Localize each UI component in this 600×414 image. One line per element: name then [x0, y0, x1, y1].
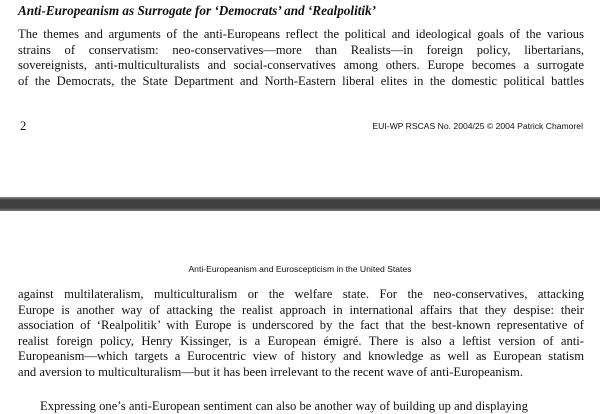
paragraph-line: strains of conservatism: neo-conservatives—more than Realists—in foreign policy, libertarians, [18, 42, 584, 57]
page-separator [0, 197, 600, 211]
paragraph-line: The themes and arguments of the anti-Europeans reflect the political and ideological goals of the various [18, 27, 584, 41]
page-number: 2 [20, 119, 27, 133]
body-paragraph [18, 287, 584, 381]
paragraph-line: Europeanism—which targets a Eurocentric view of history and knowledge as well as European statism [18, 349, 584, 364]
paragraph-line: and aversion to multiculturalism—but it has been irrelevant to the recent wave of anti-Europeanism. [18, 364, 523, 379]
paragraph-line: of the Democrats, the State Department and North-Eastern liberal elites in the domestic political battles [18, 73, 584, 88]
footer-citation: EUI-WP RSCAS No. 2004/25 © 2004 Patrick Chamorel [372, 121, 583, 131]
section-heading: Anti-Europeanism as Surrogate for ‘Democrats’ and ‘Realpolitik’ [18, 3, 377, 18]
paragraph-line: sovereignists, anti-multiculturalists and social-conservatives among others. Europe becomes a surrogate [18, 58, 584, 73]
paragraph-line-cut-off: Expressing one’s anti-European sentiment can also be another way of building up and displaying [40, 399, 528, 413]
paragraph-line: Europe is another way of attacking the realist approach in international affairs that they despise: their [18, 302, 584, 317]
document-page-top [0, 0, 600, 197]
document-page-bottom [0, 211, 600, 413]
running-header: Anti-Europeanism and Euroscepticism in the United States [188, 264, 412, 274]
paragraph-line: association of ‘Realpolitik’ with Europe is underscored by the fact that the best-known representative of [18, 318, 584, 333]
body-paragraph [18, 27, 584, 89]
paragraph-line: realist foreign policy, Henry Kissinger, is a European émigré. There is also a leftist version of anti- [18, 333, 584, 348]
paragraph-line: against multilateralism, multiculturalism or the welfare state. For the neo-conservatives, attacking [18, 287, 584, 301]
